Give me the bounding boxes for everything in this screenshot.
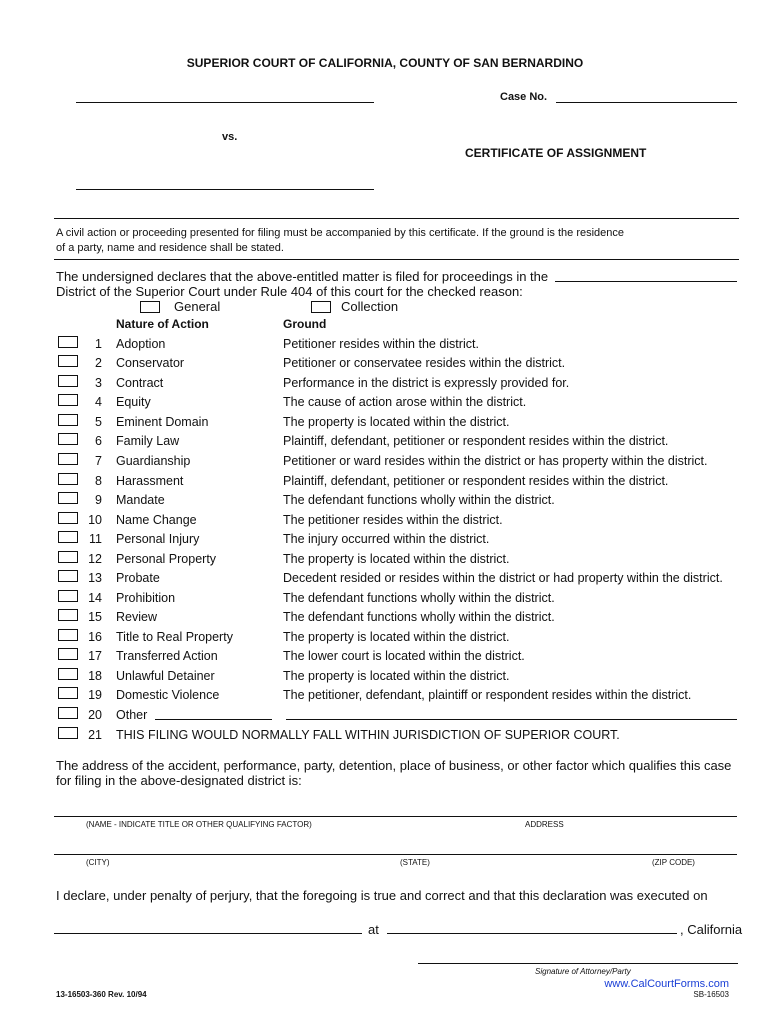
action-ground: The property is located within the district.	[283, 415, 510, 429]
action-ground: The defendant functions wholly within the district.	[283, 610, 555, 624]
action-nature: Family Law	[116, 434, 180, 448]
action-nature: Personal Property	[116, 552, 217, 566]
action-number: 7	[95, 454, 102, 468]
case-no-line[interactable]	[556, 102, 737, 103]
action-ground: Petitioner resides within the district.	[283, 337, 479, 351]
action-number: 1	[95, 337, 102, 351]
action-number: 19	[88, 688, 102, 702]
city-executed-line[interactable]	[387, 933, 677, 934]
city-state-zip-line[interactable]	[54, 854, 737, 855]
action-nature: Domestic Violence	[116, 688, 220, 702]
action-ground: Petitioner or ward resides within the district or has property within the district.	[283, 454, 708, 468]
sb-number: SB-16503	[693, 990, 729, 999]
action-number: 2	[95, 356, 102, 370]
collection-label: Collection	[341, 299, 399, 314]
action-nature: Review	[116, 610, 157, 624]
signature-line[interactable]	[418, 963, 738, 964]
action-nature: Title to Real Property	[116, 630, 233, 644]
address-line-2: for filing in the above-designated district is:	[56, 773, 302, 788]
intro-line-2: of a party, name and residence shall be stated.	[56, 242, 284, 254]
action-ground: The property is located within the district.	[283, 669, 510, 683]
action-ground: Petitioner or conservatee resides within the district.	[283, 356, 566, 370]
action-number: 5	[95, 415, 102, 429]
action-number: 18	[88, 669, 102, 683]
action-ground: The petitioner, defendant, plaintiff or respondent resides within the district.	[283, 688, 692, 702]
form-title: CERTIFICATE OF ASSIGNMENT	[465, 146, 647, 160]
action-ground: The property is located within the district.	[283, 630, 510, 644]
action-nature: Name Change	[116, 513, 197, 527]
address-caption: ADDRESS	[525, 820, 564, 829]
other-nature-line[interactable]	[155, 719, 272, 720]
vs-label: vs.	[222, 131, 238, 143]
action-nature: Contract	[116, 376, 164, 390]
nature-column-header: Nature of Action	[116, 317, 209, 331]
other-ground-line[interactable]	[286, 719, 737, 720]
district-line[interactable]	[555, 281, 737, 282]
action-ground: The defendant functions wholly within the district.	[283, 591, 555, 605]
action-nature: Guardianship	[116, 454, 191, 468]
action-nature: Harassment	[116, 474, 184, 488]
action-number: 9	[95, 493, 102, 507]
at-label: at	[368, 922, 379, 937]
action-number: 13	[88, 571, 102, 585]
address-line-1: The address of the accident, performance, party, detention, place of business, or other factor which qualifies this case	[56, 758, 732, 773]
action-number: 17	[88, 649, 102, 663]
action-number: 4	[95, 395, 102, 409]
date-line[interactable]	[54, 933, 362, 934]
action-ground: The defendant functions wholly within the district.	[283, 493, 555, 507]
action-nature: Unlawful Detainer	[116, 669, 215, 683]
declaration-line-2: District of the Superior Court under Rule 404 of this court for the checked reason:	[56, 284, 523, 299]
action-number: 6	[95, 434, 102, 448]
action-number: 11	[89, 532, 102, 546]
action-ground: Plaintiff, defendant, petitioner or respondent resides within the district.	[283, 474, 669, 488]
action-number: 8	[95, 474, 102, 488]
action-nature: Equity	[116, 395, 151, 409]
name-caption: (NAME - INDICATE TITLE OR OTHER QUALIFYING FACTOR)	[86, 820, 312, 829]
action-nature: Personal Injury	[116, 532, 200, 546]
perjury-statement: I declare, under penalty of perjury, that the foregoing is true and correct and that this declaration was executed on	[56, 888, 708, 903]
case-no-label: Case No.	[500, 91, 548, 103]
intro-divider	[54, 259, 739, 260]
city-caption: (CITY)	[86, 858, 110, 867]
state-caption: (STATE)	[400, 858, 430, 867]
action-nature: Transferred Action	[116, 649, 218, 663]
top-divider	[54, 218, 739, 219]
signature-caption: Signature of Attorney/Party	[535, 967, 631, 976]
action-nature: Prohibition	[116, 591, 176, 605]
action-nature: Conservator	[116, 356, 185, 370]
plaintiff-name-line[interactable]	[76, 102, 374, 103]
action-number: 3	[95, 376, 102, 390]
action-ground: The property is located within the district.	[283, 552, 510, 566]
action-nature: Adoption	[116, 337, 166, 351]
general-label: General	[174, 299, 221, 314]
action-nature: THIS FILING WOULD NORMALLY FALL WITHIN JURISDICTION OF SUPERIOR COURT.	[116, 728, 620, 742]
action-ground: The petitioner resides within the district.	[283, 513, 503, 527]
defendant-name-line[interactable]	[76, 189, 374, 190]
website-link[interactable]: www.CalCourtForms.com	[604, 978, 729, 990]
form-number: 13-16503-360 Rev. 10/94	[56, 990, 147, 999]
action-number: 20	[88, 708, 102, 722]
action-number: 14	[88, 591, 102, 605]
action-ground: Performance in the district is expressly provided for.	[283, 376, 570, 390]
general-checkbox[interactable]	[140, 301, 160, 313]
ground-column-header: Ground	[283, 317, 327, 331]
california-label: , California	[680, 922, 743, 937]
action-nature: Other	[116, 708, 148, 722]
action-ground: The cause of action arose within the district.	[283, 395, 527, 409]
action-ground: The injury occurred within the district.	[283, 532, 490, 546]
court-title: SUPERIOR COURT OF CALIFORNIA, COUNTY OF SAN BERNARDINO	[186, 56, 584, 70]
action-ground: The lower court is located within the district.	[283, 649, 525, 663]
action-number: 21	[88, 728, 102, 742]
declaration-line-1: The undersigned declares that the above-entitled matter is filed for proceedings in the	[56, 269, 549, 284]
action-number: 12	[88, 552, 102, 566]
action-number: 15	[88, 610, 102, 624]
name-address-line[interactable]	[54, 816, 737, 817]
intro-line-1: A civil action or proceeding presented for filing must be accompanied by this certificate. If the ground is the residence	[56, 227, 625, 239]
action-number: 16	[88, 630, 102, 644]
collection-checkbox[interactable]	[311, 301, 331, 313]
action-nature: Mandate	[116, 493, 165, 507]
action-nature: Eminent Domain	[116, 415, 209, 429]
action-nature: Probate	[116, 571, 160, 585]
action-ground: Plaintiff, defendant, petitioner or respondent resides within the district.	[283, 434, 669, 448]
action-number: 10	[88, 513, 102, 527]
zip-caption: (ZIP CODE)	[652, 858, 695, 867]
action-ground: Decedent resided or resides within the district or had property within the district.	[283, 571, 723, 585]
